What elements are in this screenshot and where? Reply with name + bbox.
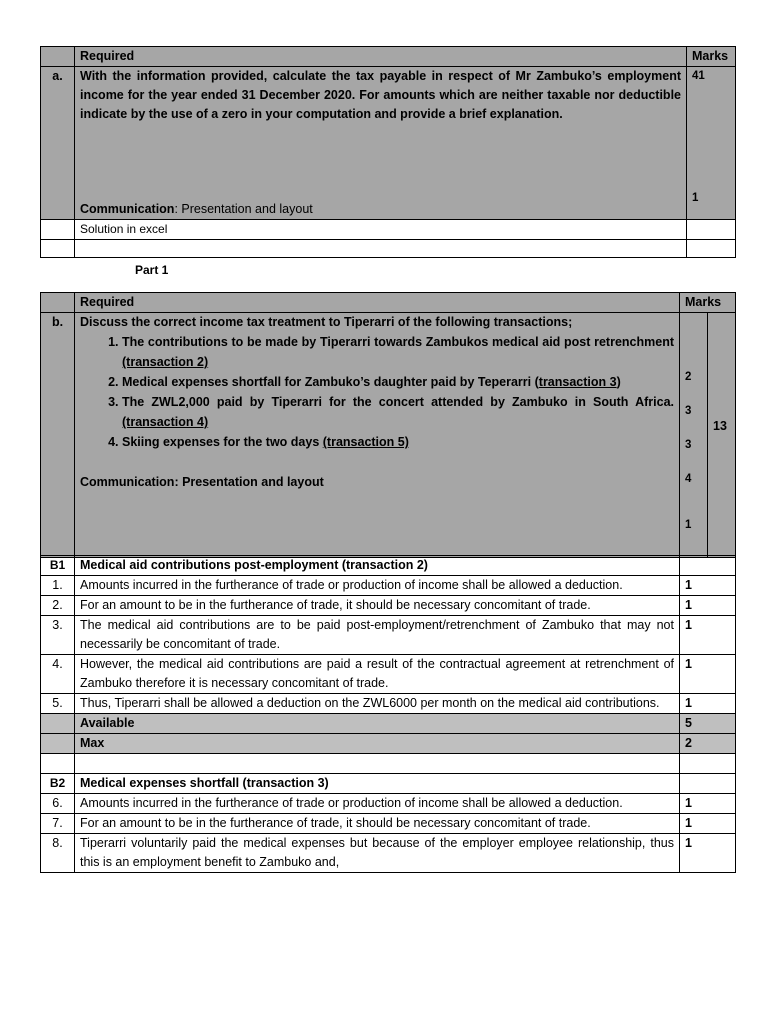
list-item: 1. The contributions to be made by Tiperarri towards Zambukos medical aid post retrenchment (transaction 2) [122,332,674,372]
question-b-table [40,292,736,558]
table-row: 8. Tiperarri voluntarily paid the medical expenses but because of the employer employee relationship, thus this is an employment benefit to Zambuko and, 1 [41,834,736,873]
item-marks [685,367,702,549]
section-code: B1 [41,556,75,576]
table-row: 5. Thus, Tiperarri shall be allowed a deduction on the ZWL6000 per month on the medical aid contributions. 1 [41,694,736,714]
required-header: Required [75,47,687,67]
marking-table [40,555,736,873]
table-row: 7. For an amount to be in the furtherance of trade, it should be necessary concomitant of trade. 1 [41,814,736,834]
item-mark: 4 [685,473,692,485]
marks-header: Marks [687,47,736,67]
list-item: 4. Skiing expenses for the two days (transaction 5) [122,432,674,452]
empty-row [41,754,736,774]
available-value: 5 [680,714,736,734]
item-mark: 1 [685,519,692,531]
max-row [41,734,736,754]
section-b2-header [41,774,736,794]
marks-header: Marks [680,293,736,313]
question-label: a. [41,67,75,220]
section-b1-header [41,556,736,576]
question-label: b. [41,313,75,558]
table-a-header-row [41,47,736,67]
total-marks: 13 [713,419,727,433]
section-code: B2 [41,774,75,794]
table-row: 2. For an amount to be in the furtherance of trade, it should be necessary concomitant of trade. 1 [41,596,736,616]
communication-marks: 1 [692,192,699,204]
available-row [41,714,736,734]
list-item: 3. The ZWL2,000 paid by Tiperarri for the concert attended by Zambuko in South Africa. (transaction 4) [122,392,674,432]
question-a-table [40,46,736,258]
required-header: Required [75,293,680,313]
question-marks: 41 [692,70,705,82]
list-item: 2. Medical expenses shortfall for Zambuko’s daughter paid by Teperarri (transaction 3) [122,372,674,392]
table-row: 1. Amounts incurred in the furtherance of trade or production of income shall be allowed a deduction. 1 [41,576,736,596]
communication-label: Communication [80,202,175,216]
solution-note: Solution in excel [75,220,687,240]
table-b-header-row [41,293,736,313]
section-title: Medical aid contributions post-employment (transaction 2) [75,556,680,576]
question-b-row [41,313,736,558]
table-row: 4. However, the medical aid contributions are paid a result of the contractual agreement at retrenchment of Zambuko therefore it is necessary concomitant of trade. 1 [41,655,736,694]
communication-line: Communication: Presentation and layout [80,475,324,489]
transaction-list [80,332,674,452]
empty-row [41,240,736,258]
item-mark: 2 [685,371,692,383]
max-value: 2 [680,734,736,754]
item-mark: 3 [685,405,692,417]
communication-line [80,200,313,219]
question-b-intro: Discuss the correct income tax treatment to Tiperarri of the following transactions; [80,315,573,329]
table-row: 6. Amounts incurred in the furtherance of trade or production of income shall be allowed a deduction. 1 [41,794,736,814]
available-label: Available [75,714,680,734]
solution-row [41,220,736,240]
section-title: Medical expenses shortfall (transaction 3) [75,774,680,794]
question-a-row [41,67,736,220]
communication-text: : Presentation and layout [174,202,313,216]
item-mark: 3 [685,439,692,451]
part-title: Part 1 [135,263,169,277]
question-a-text: With the information provided, calculate the tax payable in respect of Mr Zambuko’s employment income for the year ended 31 December 2020. For amounts which are neither taxable nor deductible indicate by the use of a zero in your computation and provide a brief explanation. [80,69,681,121]
table-row: 3. The medical aid contributions are to be paid post-employment/retrenchment of Zambuko that may not necessarily be concomitant of trade. 1 [41,616,736,655]
max-label: Max [75,734,680,754]
